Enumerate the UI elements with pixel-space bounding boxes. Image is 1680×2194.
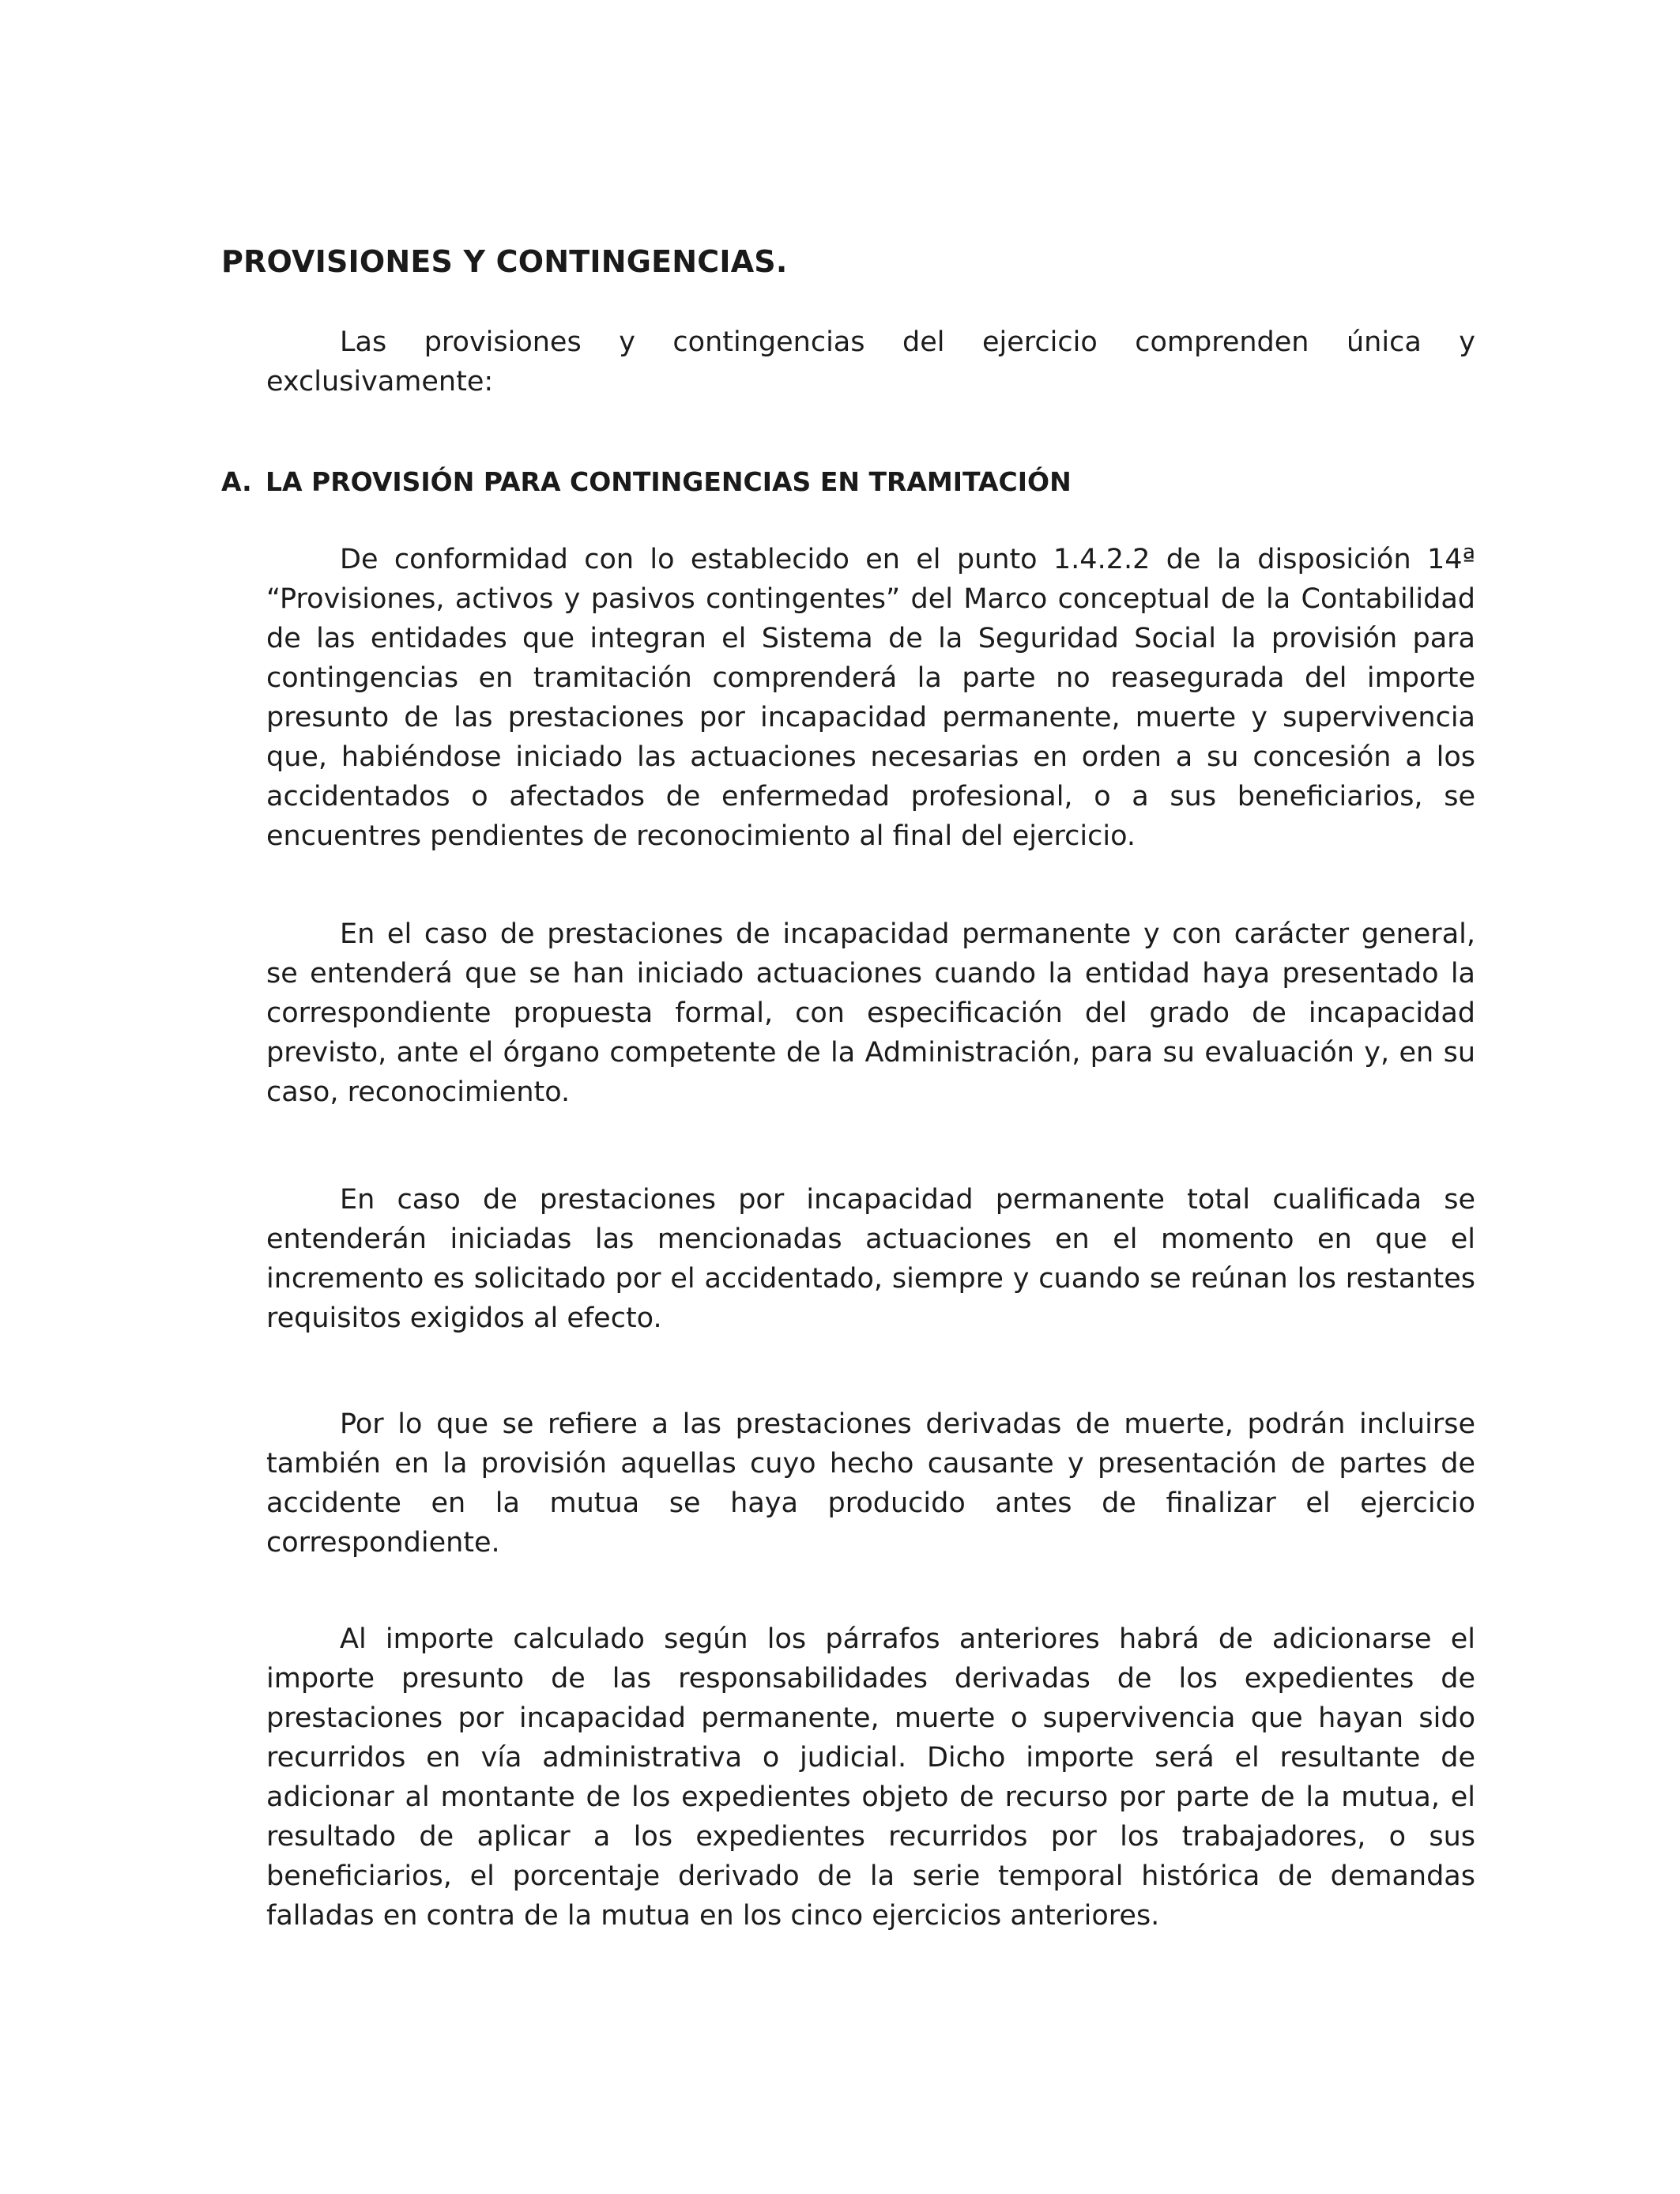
paragraph-muerte: Por lo que se refiere a las prestaciones derivadas de muerte, podrán incluirse también en la provisión aquellas cuyo hecho causante y presentación de partes de accidente en la mutua se haya producido antes de finalizar el ejercicio correspondiente. xyxy=(266,1408,1475,1559)
section-a-heading-text: LA PROVISIÓN PARA CONTINGENCIAS EN TRAMITACIÓN xyxy=(266,466,1072,497)
paragraph-incapacidad-permanente: En el caso de prestaciones de incapacidad permanente y con carácter general, se entenderá que se han iniciado actuaciones cuando la entidad haya presentado la correspondiente propuesta formal, con especificación del grado de incapacidad previsto, ante el órgano competente de la Administración, para su evaluación y, en su caso, reconocimiento. xyxy=(266,918,1475,1108)
paragraph-provision-definition: De conformidad con lo establecido en el punto 1.4.2.2 de la disposición 14ª “Provisiones, activos y pasivos contingentes” del Marco conceptual de la Contabilidad de las entidades que integran el Sistema de la Seguridad Social la provisión para contingencias en tramitación comprenderá la parte no reasegurada del importe presunto de las prestaciones por incapacidad permanente, muerte y supervivencia que, habiéndose iniciado las actuaciones necesarias en orden a su concesión a los accidentados o afectados de enfermedad profesional, o a sus beneficiarios, se encuentres pendientes de reconocimiento al final del ejercicio. xyxy=(266,544,1475,852)
paragraph-importe-calculado: Al importe calculado según los párrafos anteriores habrá de adicionarse el importe presunto de las responsabilidades derivadas de los expedientes de prestaciones por incapacidad permanente, muerte o supervivencia que hayan sido recurridos en vía administrativa o judicial. Dicho importe será el resultante de adicionar al montante de los expedientes objeto de recurso por parte de la mutua, el resultado de aplicar a los expedientes recurridos por los trabajadores, o sus beneficiarios, el porcentaje derivado de la serie temporal histórica de demandas falladas en contra de la mutua en los cinco ejercicios anteriores. xyxy=(266,1623,1475,1932)
page-title: PROVISIONES Y CONTINGENCIAS. xyxy=(221,244,788,279)
intro-paragraph: Las provisiones y contingencias del ejercicio comprenden única y exclusivamente: xyxy=(266,326,1475,398)
section-a-heading xyxy=(221,462,1565,502)
paragraph-incapacidad-cualificada: En caso de prestaciones por incapacidad permanente total cualificada se entenderán iniciadas las mencionadas actuaciones en el momento en que el incremento es solicitado por el accidentado, siempre y cuando se reúnan los restantes requisitos exigidos al efecto. xyxy=(266,1184,1475,1334)
section-a-letter: A. xyxy=(221,466,252,497)
